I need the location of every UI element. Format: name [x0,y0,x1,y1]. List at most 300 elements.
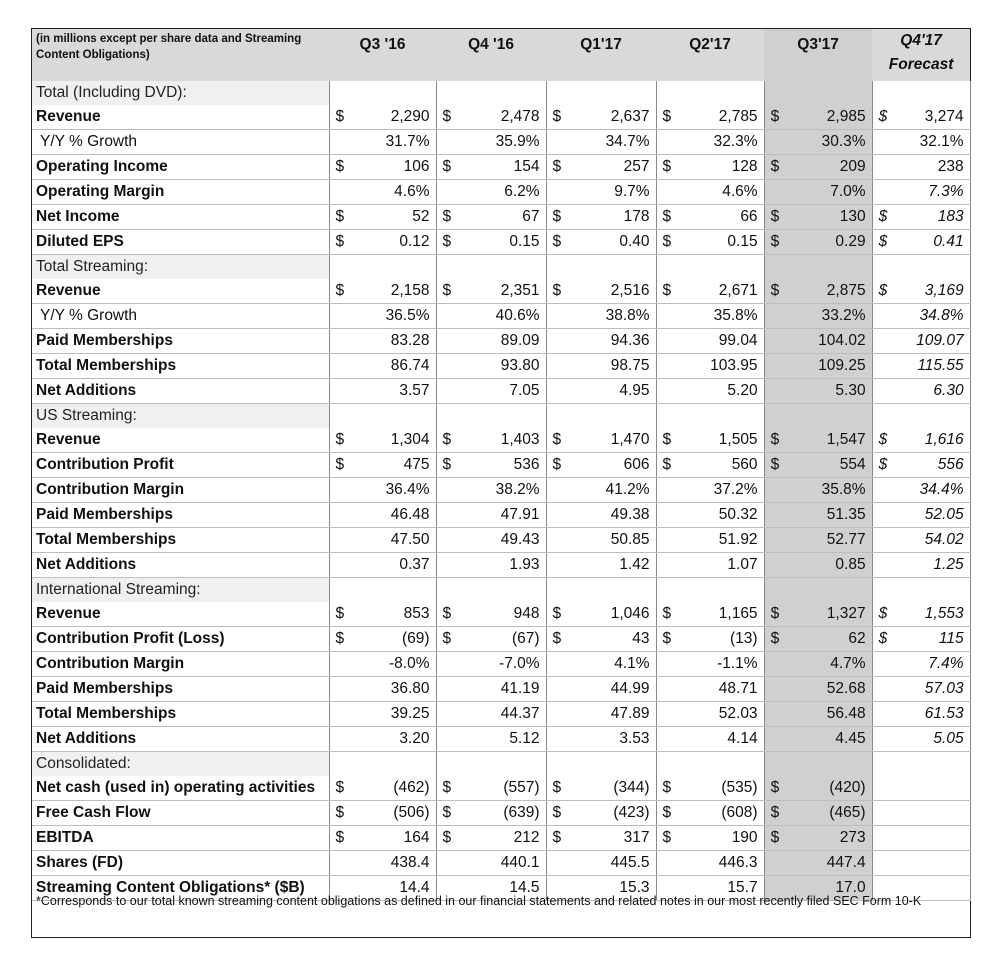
row-label: Paid Memberships [32,677,329,702]
value-cell: 1,327 [788,602,872,627]
row-label: Net Additions [32,553,329,578]
row-label: Streaming Content Obligations* ($B) [32,876,329,901]
value-cell: 40.6% [460,304,546,329]
empty-cell [546,578,656,603]
currency-symbol [546,130,570,155]
empty-cell [764,81,872,105]
table-row [32,702,970,727]
currency-symbol: $ [872,279,896,304]
currency-symbol [546,503,570,528]
financial-table [32,29,971,901]
currency-symbol: $ [764,230,788,255]
currency-symbol: $ [546,627,570,652]
currency-symbol [764,677,788,702]
currency-symbol [872,478,896,503]
currency-symbol [546,478,570,503]
value-cell: 1.93 [460,553,546,578]
currency-symbol [329,528,353,553]
currency-symbol: $ [764,453,788,478]
value-cell: 2,516 [570,279,656,304]
empty-cell [872,752,970,777]
table-row [32,155,970,180]
currency-symbol: $ [764,826,788,851]
currency-symbol: $ [764,155,788,180]
currency-symbol: $ [436,627,460,652]
value-cell: 35.8% [680,304,764,329]
currency-symbol [546,727,570,752]
section-label: Total (Including DVD): [32,81,329,105]
value-cell: 17.0 [788,876,872,901]
value-cell: 475 [353,453,436,478]
row-label: Paid Memberships [32,329,329,354]
currency-symbol: $ [872,205,896,230]
currency-symbol [546,851,570,876]
currency-symbol: $ [329,801,353,826]
currency-symbol [546,329,570,354]
value-cell: 212 [460,826,546,851]
value-cell: 62 [788,627,872,652]
value-cell: (423) [570,801,656,826]
units-note: (in millions except per share data and Streaming Content Obligations) [32,29,329,81]
section-header-row [32,81,970,105]
col-header-q3-16: Q3 '16 [329,29,436,81]
value-cell: 15.7 [680,876,764,901]
value-cell: 0.37 [353,553,436,578]
value-cell: 34.7% [570,130,656,155]
value-cell: 7.0% [788,180,872,205]
row-label: Contribution Margin [32,478,329,503]
value-cell: 4.6% [353,180,436,205]
table-row [32,329,970,354]
currency-symbol [872,553,896,578]
currency-symbol: $ [656,627,680,652]
currency-symbol: $ [872,453,896,478]
value-cell: 47.89 [570,702,656,727]
value-cell: 15.3 [570,876,656,901]
currency-symbol [872,702,896,727]
value-cell: 3.20 [353,727,436,752]
currency-symbol: $ [656,826,680,851]
table-row [32,453,970,478]
value-cell: 4.45 [788,727,872,752]
currency-symbol: $ [764,105,788,130]
empty-cell [764,578,872,603]
value-cell: 2,637 [570,105,656,130]
currency-symbol [436,478,460,503]
currency-symbol: $ [656,602,680,627]
currency-symbol: $ [656,428,680,453]
currency-symbol [329,379,353,404]
currency-symbol: $ [436,279,460,304]
value-cell: 164 [353,826,436,851]
value-cell: 1,616 [896,428,970,453]
value-cell: -8.0% [353,652,436,677]
value-cell: 209 [788,155,872,180]
value-cell: 2,290 [353,105,436,130]
currency-symbol: $ [436,801,460,826]
value-cell: 1,165 [680,602,764,627]
value-cell: 1,505 [680,428,764,453]
value-cell: 3,169 [896,279,970,304]
currency-symbol [656,553,680,578]
currency-symbol [872,304,896,329]
currency-symbol [546,354,570,379]
currency-symbol: $ [329,279,353,304]
value-cell: 54.02 [896,528,970,553]
section-header-row [32,752,970,777]
value-cell: 190 [680,826,764,851]
row-label: Contribution Profit [32,453,329,478]
empty-cell [656,404,764,429]
value-cell: 47.91 [460,503,546,528]
table-row [32,428,970,453]
currency-symbol: $ [764,776,788,801]
currency-symbol [436,702,460,727]
row-label: Total Memberships [32,528,329,553]
row-label: Paid Memberships [32,503,329,528]
value-cell: 115.55 [896,354,970,379]
row-label: Net Additions [32,727,329,752]
currency-symbol: $ [329,776,353,801]
currency-symbol [436,528,460,553]
empty-cell [872,404,970,429]
currency-symbol: $ [436,105,460,130]
footnote: *Corresponds to our total known streaming content obligations as defined in our financial statements and related notes in our most recently filed SEC Form 10-K [36,894,922,908]
currency-symbol [546,677,570,702]
value-cell: 3,274 [896,105,970,130]
value-cell: 2,875 [788,279,872,304]
currency-symbol: $ [436,205,460,230]
empty-cell [872,255,970,280]
currency-symbol: $ [436,453,460,478]
value-cell: 183 [896,205,970,230]
value-cell: 1.42 [570,553,656,578]
currency-symbol [764,503,788,528]
value-cell: (608) [680,801,764,826]
empty-cell [764,404,872,429]
currency-symbol: $ [872,627,896,652]
value-cell: 47.50 [353,528,436,553]
currency-symbol [764,702,788,727]
value-cell: 6.2% [460,180,546,205]
value-cell: 0.85 [788,553,872,578]
currency-symbol: $ [329,105,353,130]
currency-symbol [872,727,896,752]
value-cell: 36.80 [353,677,436,702]
table-row [32,503,970,528]
currency-symbol [764,528,788,553]
value-cell: 130 [788,205,872,230]
table-row [32,602,970,627]
value-cell: 52.77 [788,528,872,553]
value-cell: 0.29 [788,230,872,255]
value-cell: 178 [570,205,656,230]
value-cell: 5.05 [896,727,970,752]
currency-symbol [764,180,788,205]
value-cell: -7.0% [460,652,546,677]
value-cell: (344) [570,776,656,801]
value-cell: 104.02 [788,329,872,354]
value-cell: 51.35 [788,503,872,528]
col-header-q1-17: Q1'17 [546,29,656,81]
value-cell: 238 [896,155,970,180]
currency-symbol: $ [656,230,680,255]
value-cell: 34.8% [896,304,970,329]
currency-symbol: $ [546,826,570,851]
value-cell: 31.7% [353,130,436,155]
table-row [32,553,970,578]
currency-symbol [656,702,680,727]
empty-cell [546,81,656,105]
value-cell: 1.07 [680,553,764,578]
row-label: Total Memberships [32,354,329,379]
empty-cell [436,578,546,603]
row-label: Revenue [32,105,329,130]
table-body [32,81,970,901]
value-cell: 106 [353,155,436,180]
table-row [32,230,970,255]
currency-symbol [436,851,460,876]
value-cell: 52.68 [788,677,872,702]
value-cell: 1,046 [570,602,656,627]
table-row [32,180,970,205]
value-cell: 2,158 [353,279,436,304]
row-label: Total Memberships [32,702,329,727]
empty-cell [329,255,436,280]
currency-symbol [329,851,353,876]
row-label: Revenue [32,428,329,453]
currency-symbol: $ [764,279,788,304]
value-cell: 1,304 [353,428,436,453]
row-label: Y/Y % Growth [32,304,329,329]
value-cell: 41.19 [460,677,546,702]
currency-symbol [329,677,353,702]
currency-symbol: $ [872,602,896,627]
currency-symbol: $ [436,826,460,851]
currency-symbol [329,702,353,727]
empty-cell [436,404,546,429]
value-cell: 560 [680,453,764,478]
currency-symbol: $ [764,602,788,627]
value-cell: 2,671 [680,279,764,304]
col-header-q3-17: Q3'17 [764,29,872,81]
currency-symbol: $ [546,230,570,255]
forecast-label: Forecast [888,56,954,73]
empty-cell [546,752,656,777]
currency-symbol: $ [436,602,460,627]
currency-symbol [764,304,788,329]
currency-symbol: $ [329,205,353,230]
table-row [32,478,970,503]
value-cell: 49.43 [460,528,546,553]
currency-symbol [546,652,570,677]
value-cell: 36.5% [353,304,436,329]
currency-symbol [872,379,896,404]
value-cell: -1.1% [680,652,764,677]
section-label: US Streaming: [32,404,329,429]
value-cell: 39.25 [353,702,436,727]
value-cell: 48.71 [680,677,764,702]
currency-symbol: $ [329,826,353,851]
value-cell: 2,985 [788,105,872,130]
value-cell: 4.14 [680,727,764,752]
currency-symbol: $ [764,205,788,230]
currency-symbol: $ [329,627,353,652]
table-row [32,379,970,404]
value-cell: 35.9% [460,130,546,155]
value-cell: 5.20 [680,379,764,404]
currency-symbol [329,130,353,155]
currency-symbol [329,503,353,528]
currency-symbol [656,130,680,155]
row-label: Contribution Profit (Loss) [32,627,329,652]
value-cell: 438.4 [353,851,436,876]
row-label: Free Cash Flow [32,801,329,826]
currency-symbol [656,329,680,354]
value-cell: 7.05 [460,379,546,404]
currency-symbol [329,652,353,677]
section-header-row [32,404,970,429]
value-cell: 94.36 [570,329,656,354]
currency-symbol [436,727,460,752]
value-cell: 66 [680,205,764,230]
value-cell: 30.3% [788,130,872,155]
currency-symbol: $ [656,279,680,304]
value-cell: 445.5 [570,851,656,876]
empty-cell [656,81,764,105]
value-cell: 4.1% [570,652,656,677]
value-cell: 51.92 [680,528,764,553]
value-cell: 7.4% [896,652,970,677]
currency-symbol [656,528,680,553]
currency-symbol [656,354,680,379]
currency-symbol [436,130,460,155]
value-cell: 0.40 [570,230,656,255]
value-cell: 44.37 [460,702,546,727]
value-cell: 56.48 [788,702,872,727]
value-cell: 67 [460,205,546,230]
value-cell: 257 [570,155,656,180]
value-cell: (67) [460,627,546,652]
row-label: Contribution Margin [32,652,329,677]
value-cell: 0.15 [680,230,764,255]
section-header-row [32,578,970,603]
currency-symbol [546,702,570,727]
table-row [32,677,970,702]
currency-symbol [436,354,460,379]
value-cell: 317 [570,826,656,851]
value-cell: 44.99 [570,677,656,702]
currency-symbol [872,776,896,801]
currency-symbol [872,528,896,553]
empty-cell [656,752,764,777]
value-cell: 4.7% [788,652,872,677]
value-cell: 1.25 [896,553,970,578]
currency-symbol [546,379,570,404]
currency-symbol [764,553,788,578]
currency-symbol: $ [872,428,896,453]
value-cell: 109.25 [788,354,872,379]
currency-symbol [764,478,788,503]
currency-symbol: $ [546,602,570,627]
empty-cell [329,404,436,429]
value-cell: 98.75 [570,354,656,379]
empty-cell [329,81,436,105]
value-cell: 49.38 [570,503,656,528]
currency-symbol [656,851,680,876]
value-cell: 6.30 [896,379,970,404]
row-label: Diluted EPS [32,230,329,255]
currency-symbol: $ [546,105,570,130]
currency-symbol [329,354,353,379]
currency-symbol [329,329,353,354]
currency-symbol: $ [546,801,570,826]
currency-symbol [656,503,680,528]
empty-cell [329,752,436,777]
row-label: Net cash (used in) operating activities [32,776,329,801]
currency-symbol [656,727,680,752]
currency-symbol [764,379,788,404]
empty-cell [329,578,436,603]
value-cell: (462) [353,776,436,801]
currency-symbol [546,304,570,329]
currency-symbol: $ [656,801,680,826]
value-cell: 2,351 [460,279,546,304]
value-cell: 103.95 [680,354,764,379]
currency-symbol [656,304,680,329]
value-cell [896,776,970,801]
empty-cell [656,255,764,280]
value-cell: 50.32 [680,503,764,528]
table-row [32,776,970,801]
value-cell: (639) [460,801,546,826]
currency-symbol [872,180,896,205]
value-cell: 273 [788,826,872,851]
value-cell: 4.6% [680,180,764,205]
currency-symbol [656,677,680,702]
currency-symbol: $ [546,428,570,453]
currency-symbol: $ [546,205,570,230]
value-cell: 2,478 [460,105,546,130]
table-row [32,205,970,230]
value-cell: 3.57 [353,379,436,404]
value-cell: 43 [570,627,656,652]
value-cell: 33.2% [788,304,872,329]
currency-symbol [872,851,896,876]
currency-symbol [546,180,570,205]
empty-cell [436,752,546,777]
currency-symbol [872,826,896,851]
value-cell: 606 [570,453,656,478]
value-cell: 52 [353,205,436,230]
value-cell: 32.3% [680,130,764,155]
currency-symbol [656,379,680,404]
value-cell: 34.4% [896,478,970,503]
value-cell: 1,553 [896,602,970,627]
empty-cell [764,255,872,280]
row-label: Operating Margin [32,180,329,205]
value-cell: 5.30 [788,379,872,404]
currency-symbol [329,553,353,578]
currency-symbol [546,528,570,553]
currency-symbol [872,329,896,354]
currency-symbol [436,503,460,528]
currency-symbol [436,329,460,354]
row-label: EBITDA [32,826,329,851]
table-row [32,727,970,752]
col-header-q4-17: Q4'17 [900,32,942,49]
table-row [32,105,970,130]
